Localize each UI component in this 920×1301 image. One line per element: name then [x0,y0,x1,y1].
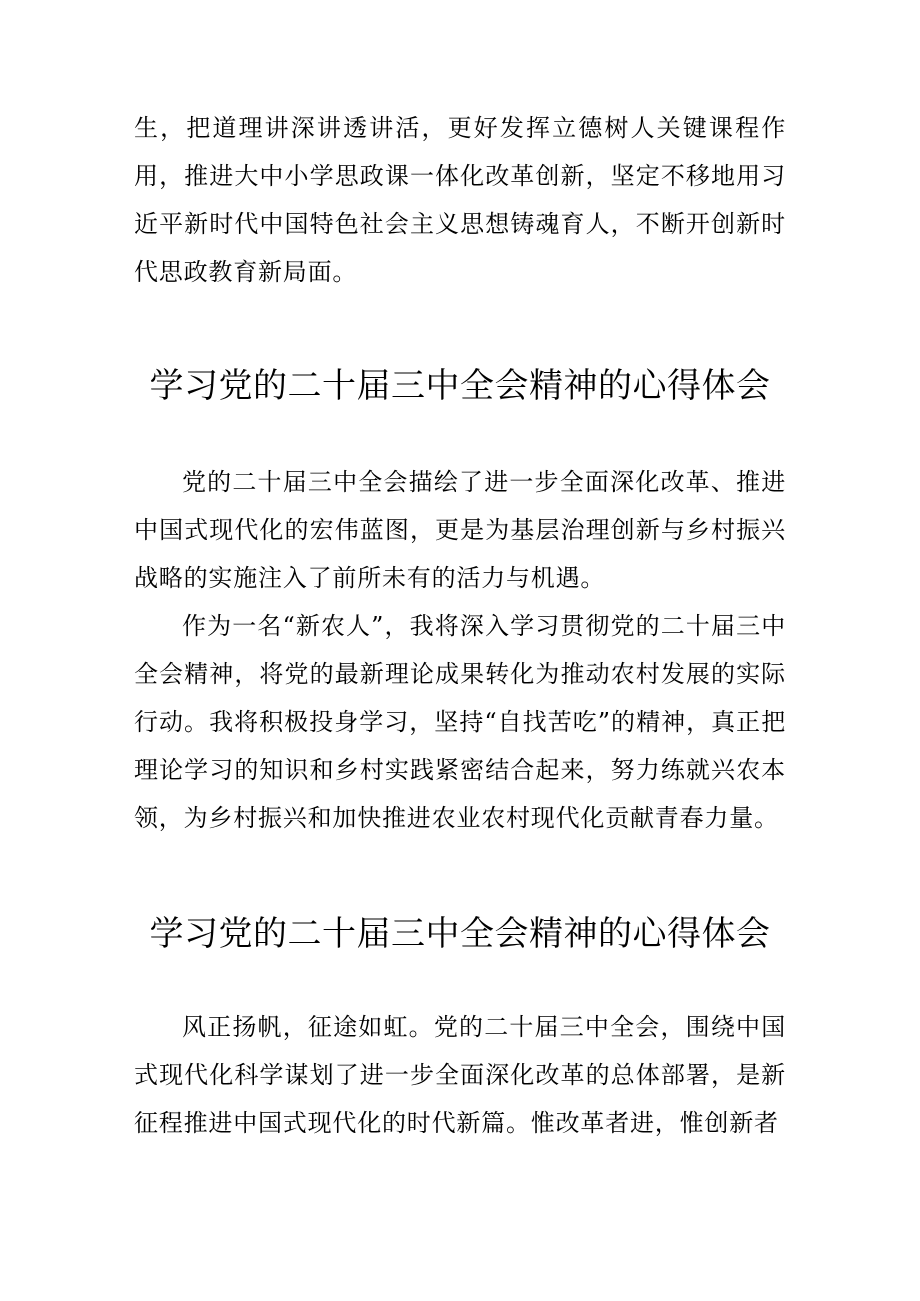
section-heading: 学习党的二十届三中全会精神的心得体会 [149,366,771,406]
body-paragraph: 风正扬帆，征途如虹。党的二十届三中全会，围绕中国式现代化科学谋划了进一步全面深化改革的总体部署，是新征程推进中国式现代化的时代新篇。惟改革者进，惟创新者 [134,1013,786,1137]
body-paragraph: 党的二十届三中全会描绘了进一步全面深化改革、推进中国式现代化的宏伟蓝图，更是为基层治理创新与乡村振兴战略的实施注入了前所未有的活力与机遇。 [134,468,786,592]
body-paragraph: 作为一名“新农人”，我将深入学习贯彻党的二十届三中全会精神，将党的最新理论成果转化为推动农村发展的实际行动。我将积极投身学习，坚持“自找苦吃”的精神，真正把理论学习的知识和乡村实践紧密结合起来，努力练就兴农本领，为乡村振兴和加快推进农业农村现代化贡献青春力量。 [134,612,786,832]
section-heading: 学习党的二十届三中全会精神的心得体会 [149,914,771,954]
body-paragraph-continued: 生，把道理讲深讲透讲活，更好发挥立德树人关键课程作用，推进大中小学思政课一体化改革创新，坚定不移地用习近平新时代中国特色社会主义思想铸魂育人，不断开创新时代思政教育新局面。 [134,114,786,286]
